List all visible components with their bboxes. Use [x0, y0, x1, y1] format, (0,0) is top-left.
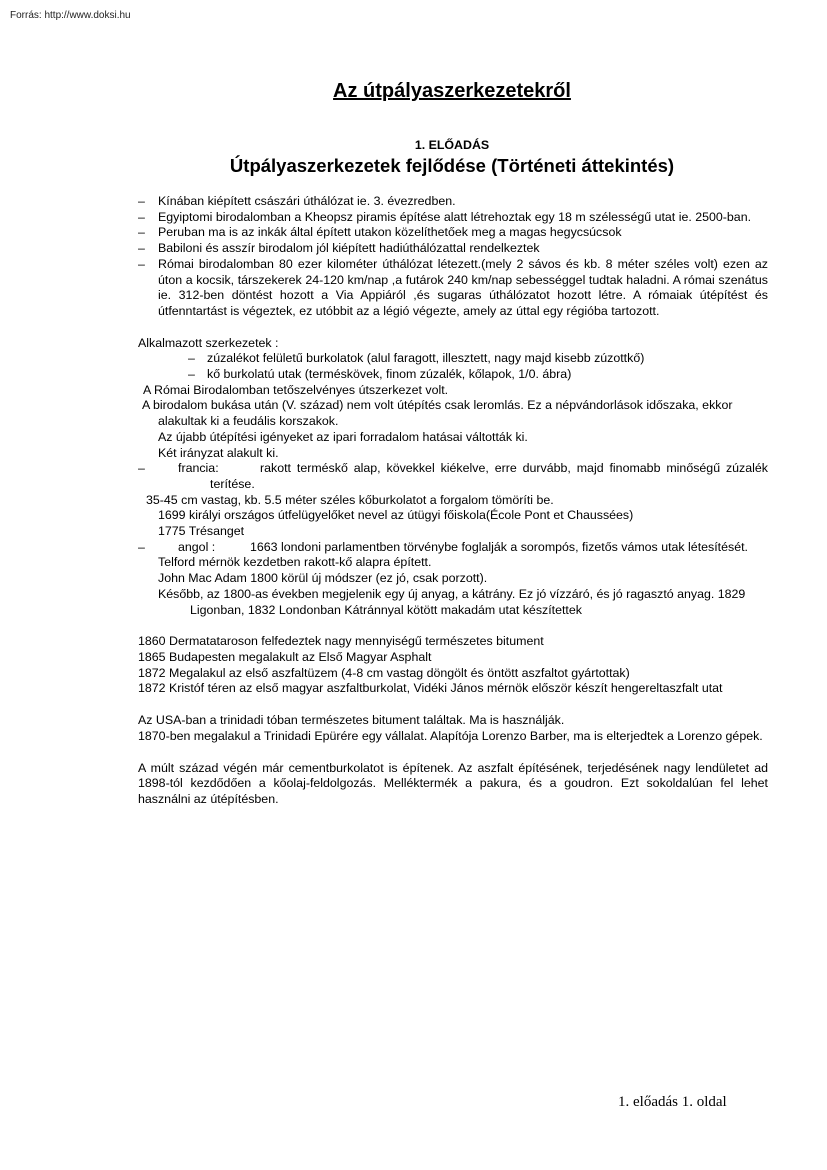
closing-paragraph: A múlt század végén már cementburkolatot is építenek. Az aszfalt építésének, terjedésének nagy lendületet ad 1898-tól kezdődően a kőolaj-feldolgozás. Melléktermék a pakura, és a goudron. Ezt sokoldalúan fel lehet használni az útépítésben. — [138, 760, 768, 806]
history-bullet: – Római birodalomban 80 ezer kilométer úthálózat létezett.(mely 2 sávos és kb. 8 méter széles volt) ezen az úton a kocsik, társzekerek 24-120 km/nap ,a futárok 240 km/nap sebességgel tudtak haladni. A római szenátus ie. 312-ben döntést hozott a Via Appiáról ,és sugaras úthálózatot hozott létre. A rómaiak útépítést és útfenntartást is végeztek, ez utóbbit az a légió végezte, amely az úttal egy régióba tartozott. — [138, 257, 768, 320]
asphalt-line: 1865 Budapesten megalakult az Első Magyar Asphalt — [138, 649, 432, 664]
structure-item: – zúzalékot felületű burkolatok (alul faragott, illesztett, nagy majd kisebb zúzottkő) — [138, 351, 768, 367]
structures-heading: Alkalmazott szerkezetek : — [138, 335, 279, 350]
usa-line: Az USA-ban a trinidadi tóban természetes bitument találtak. Ma is használják. — [138, 713, 565, 728]
history-bullet: – Kínában kiépített császári úthálózat ie. 3. évezredben. — [138, 194, 768, 210]
french-text: rakott terméskő alap, kövekkel kiékelve, erre durvább, majd finomabb minőségű zúzalék terítése. — [210, 461, 768, 491]
english-text: 1663 londoni parlamentben törvénybe foglalják a sorompós, fizetős vámos utak létesítését. — [250, 539, 748, 554]
asphalt-line: 1872 Megalakul az első aszfaltüzem (4-8 cm vastag döngölt és öntött aszfaltot gyártottak) — [138, 665, 630, 680]
english-line: Telford mérnök kezdetben rakott-kő alapra épített. — [158, 555, 432, 570]
decline-paragraph: A birodalom bukása után (V. század) nem volt útépítés csak leromlás. Ez a népvándorlások időszaka, ekkor alakultak ki a feudális korszakok. — [142, 398, 733, 429]
french-line: 1699 királyi országos útfelügyelőket nevel az útügyi főiskola(École Pont et Chaussées) — [158, 508, 634, 523]
document-title: Az útpályaszerkezetekről — [333, 80, 571, 102]
section-subtitle: Útpályaszerkezetek fejlődése (Történeti áttekintés) — [229, 155, 675, 176]
two-directions-line: Két irányzat alakult ki. — [158, 445, 279, 460]
asphalt-line: 1860 Dermatataroson felfedeztek nagy mennyiségű természetes bitument — [138, 634, 544, 649]
history-bullet: – Egyiptomi birodalomban a Kheopsz piramis építése alatt létrehoztak egy 18 m szélességű utat ie. 2500-ban. — [138, 210, 768, 226]
document-body — [138, 194, 768, 808]
new-needs-line: Az újabb útépítési igényeket az ipari forradalom hatásai váltották ki. — [158, 429, 528, 444]
source-url: Forrás: http://www.doksi.hu — [10, 10, 131, 21]
english-line: Később, az 1800-as években megjelenik egy új anyag, a kátrány. Ez jó vízzáró, és jó ragasztó anyag. 1829 Ligonban, 1832 Londonban Kátránnyal kötött makadám utat készítettek — [158, 586, 746, 617]
lecture-label: 1. ELŐADÁS — [414, 138, 490, 152]
structure-item: – kő burkolatú utak (terméskövek, finom zúzalék, kőlapok, 1/0. ábra) — [138, 367, 768, 383]
french-label: francia: — [178, 461, 219, 476]
english-item — [138, 540, 768, 556]
french-line: 35-45 cm vastag, kb. 5.5 méter széles kőburkolatot a forgalom tömöríti be. — [146, 492, 554, 507]
asphalt-line: 1872 Kristóf téren az első magyar aszfaltburkolat, Vidéki János mérnök először készít hengereltaszfalt utat — [138, 681, 723, 696]
french-item — [138, 461, 768, 492]
english-line: John Mac Adam 1800 körül új módszer (ez jó, csak porzott). — [158, 571, 488, 586]
english-label: angol : — [178, 539, 216, 554]
page-footer: 1. előadás 1. oldal — [618, 1094, 727, 1110]
history-bullet: – Peruban ma is az inkák által épített utakon közelíthetőek meg a magas hegycsúcsok — [138, 225, 768, 241]
usa-line: 1870-ben megalakul a Trinidadi Epürére egy vállalat. Alapítója Lorenzo Barber, ma is elterjedtek a Lorenzo gépek. — [138, 728, 763, 743]
roman-note: A Római Birodalomban tetőszelvényes útszerkezet volt. — [143, 382, 449, 397]
history-bullet: – Babiloni és asszír birodalom jól kiépített hadiúthálózattal rendelkeztek — [138, 241, 768, 257]
french-line: 1775 Trésanget — [158, 524, 245, 539]
